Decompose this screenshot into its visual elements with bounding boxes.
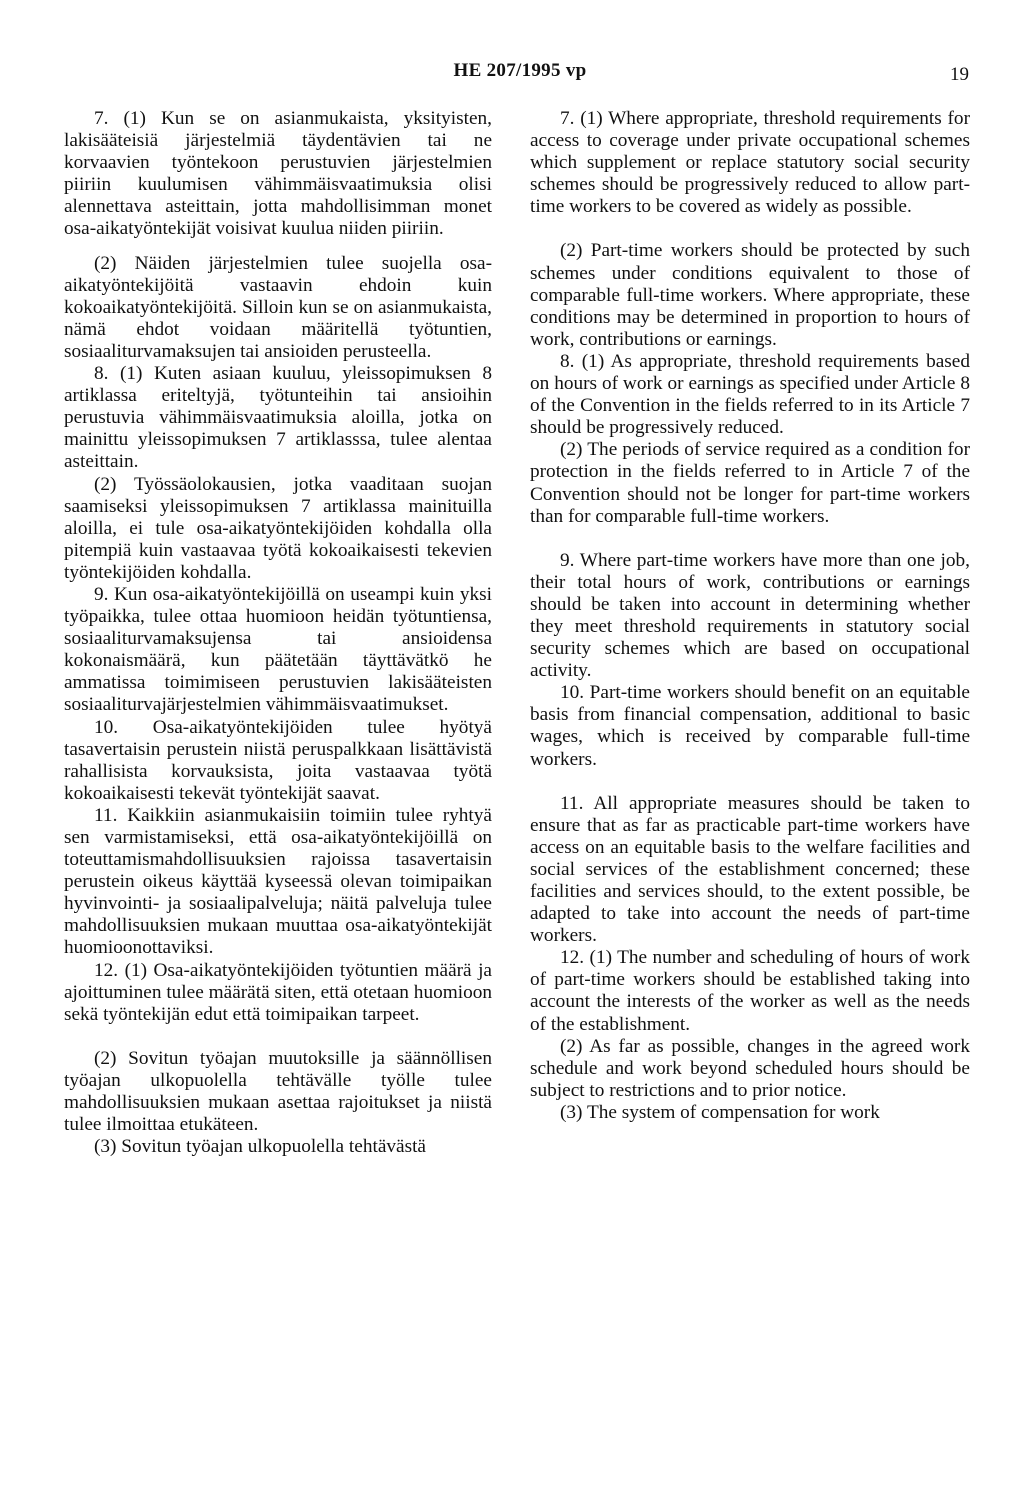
document-id: HE 207/1995 vp xyxy=(453,60,587,81)
fi-paragraph-7-2: (2) Näiden järjestelmien tulee suojella osa-aikatyöntekijöitä vastaavin ehdoin kuin kokoaikatyöntekijöitä. Silloin kun se on asianmukaista, nämä ehdot voidaan määritellä työtuntien, sosiaaliturvamaksujen tai ansioiden perusteella. xyxy=(64,252,492,362)
en-paragraph-12-2: (2) As far as possible, changes in the agreed work schedule and work beyond scheduled hours should be subject to restrictions and to prior notice. xyxy=(530,1035,970,1101)
fi-paragraph-11: 11. Kaikkiin asianmukaisiin toimiin tulee ryhtyä sen varmistamiseksi, että osa-aikatyöntekijöillä on toteuttamismahdollisuuksien rajoissa tasavertaisin perustein oikeus käyttää kyseessä olevan toimipaikan hyvinvointi- ja sosiaalipalveluja; näitä palveluja tulee mahdollisuuksien mukaan muuttaa osa-aikatyöntekijät huomioonottaviksi. xyxy=(64,804,492,959)
fi-paragraph-12-2: (2) Sovitun työajan muutoksille ja säännöllisen työajan ulkopuolella tehtävälle työlle tulee mahdollisuuksien mukaan asettaa rajoitukset ja niistä tulee ilmoittaa etukäteen. xyxy=(64,1047,492,1136)
english-column xyxy=(530,108,970,1124)
en-paragraph-8-1: 8. (1) As appropriate, threshold requirements based on hours of work or earnings as specified under Article 8 of the Convention in the fields referred to in its Article 7 should be progressively reduced. xyxy=(530,350,970,439)
en-paragraph-12-3: (3) The system of compensation for work xyxy=(560,1101,880,1123)
fi-paragraph-9: 9. Kun osa-aikatyöntekijöillä on useampi kuin yksi työpaikka, tulee ottaa huomioon heidän työtuntiensa, sosiaaliturvamaksujensa tai ansioidensa kokonaismäärä, kun päätetään täyttävätkö he ammatissa toimimiseen perustuvien lakisääteisten sosiaaliturvajärjestelmien vähimmäisvaatimukset. xyxy=(64,583,492,716)
page-number: 19 xyxy=(950,64,969,85)
en-paragraph-12-1: 12. (1) The number and scheduling of hours of work of part-time workers should be established taking into account the interests of the worker as well as the needs of the establishment. xyxy=(530,947,970,1035)
en-paragraph-7-2: (2) Part-time workers should be protected by such schemes under conditions equivalent to those of comparable full-time workers. Where appropriate, these conditions may be determined in proportion to hours of work, contributions or earnings. xyxy=(530,240,970,350)
en-paragraph-9: 9. Where part-time workers have more than one job, their total hours of work, contributions or earnings should be taken into account in determining whether they meet threshold requirements in statutory social security schemes which are based on occupational activity. xyxy=(530,549,970,682)
fi-paragraph-10: 10. Osa-aikatyöntekijöiden tulee hyötyä tasavertaisin perustein niistä peruspalkkaan lisättävistä rahallisista korvauksista, joita vastaavaa työtä kokoaikaisesti tekevät työntekijät saavat. xyxy=(64,716,492,804)
fi-paragraph-12-1: 12. (1) Osa-aikatyöntekijöiden työtuntien määrä ja ajoittuminen tulee määrätä siten, että otetaan huomioon sekä työntekijän edut että toimipaikan tarpeet. xyxy=(64,959,492,1025)
fi-paragraph-12-3: (3) Sovitun työajan ulkopuolella tehtävästä xyxy=(94,1136,426,1158)
en-paragraph-11: 11. All appropriate measures should be taken to ensure that as far as practicable part-time workers have access on an equitable basis to the welfare facilities and social services of the establishment concerned; these facilities and services should, to the extent possible, be adapted to take into account the needs of part-time workers. xyxy=(530,792,970,947)
fi-paragraph-7-1: 7. (1) Kun se on asianmukaista, yksityisten, lakisääteisiä järjestelmiä täydentävien tai ne korvaavien työntekoon perustuvien järjestelmien piiriin kuulumisen vähimmäisvaatimuksia olisi alennettava asteittain, jotta mahdollisimman monet osa-aikatyöntekijät voisivat kuulua niiden piiriin. xyxy=(64,108,492,240)
finnish-column xyxy=(64,108,492,1158)
page-header xyxy=(0,60,1024,90)
en-paragraph-8-2: (2) The periods of service required as a condition for protection in the fields referred to in Article 7 of the Convention should not be longer for part-time workers than for comparable full-time workers. xyxy=(530,439,970,527)
en-paragraph-7-1: 7. (1) Where appropriate, threshold requirements for access to coverage under private occupational schemes which supplement or replace statutory social security schemes should be progressively reduced to allow part-time workers to be covered as widely as possible. xyxy=(530,108,970,218)
en-paragraph-10: 10. Part-time workers should benefit on an equitable basis from financial compensation, additional to basic wages, which is received by comparable full-time workers. xyxy=(530,682,970,770)
fi-paragraph-8-2: (2) Työssäolokausien, jotka vaaditaan suojan saamiseksi yleissopimuksen 7 artiklassa mainituilla aloilla, ei tule osa-aikatyöntekijöiden kohdalla olla pitempiä kuin vastaavaa työtä kokoaikaisesti tekevien työntekijöiden kohdalla. xyxy=(64,473,492,583)
fi-paragraph-8-1: 8. (1) Kuten asiaan kuuluu, yleissopimuksen 8 artiklassa eriteltyjä, työtunteihin tai ansioihin perustuvia vähimmäisvaatimuksia aloilla, jotka on mainittu yleissopimuksen 7 artiklasssa, tulee alentaa asteittain. xyxy=(64,363,492,473)
